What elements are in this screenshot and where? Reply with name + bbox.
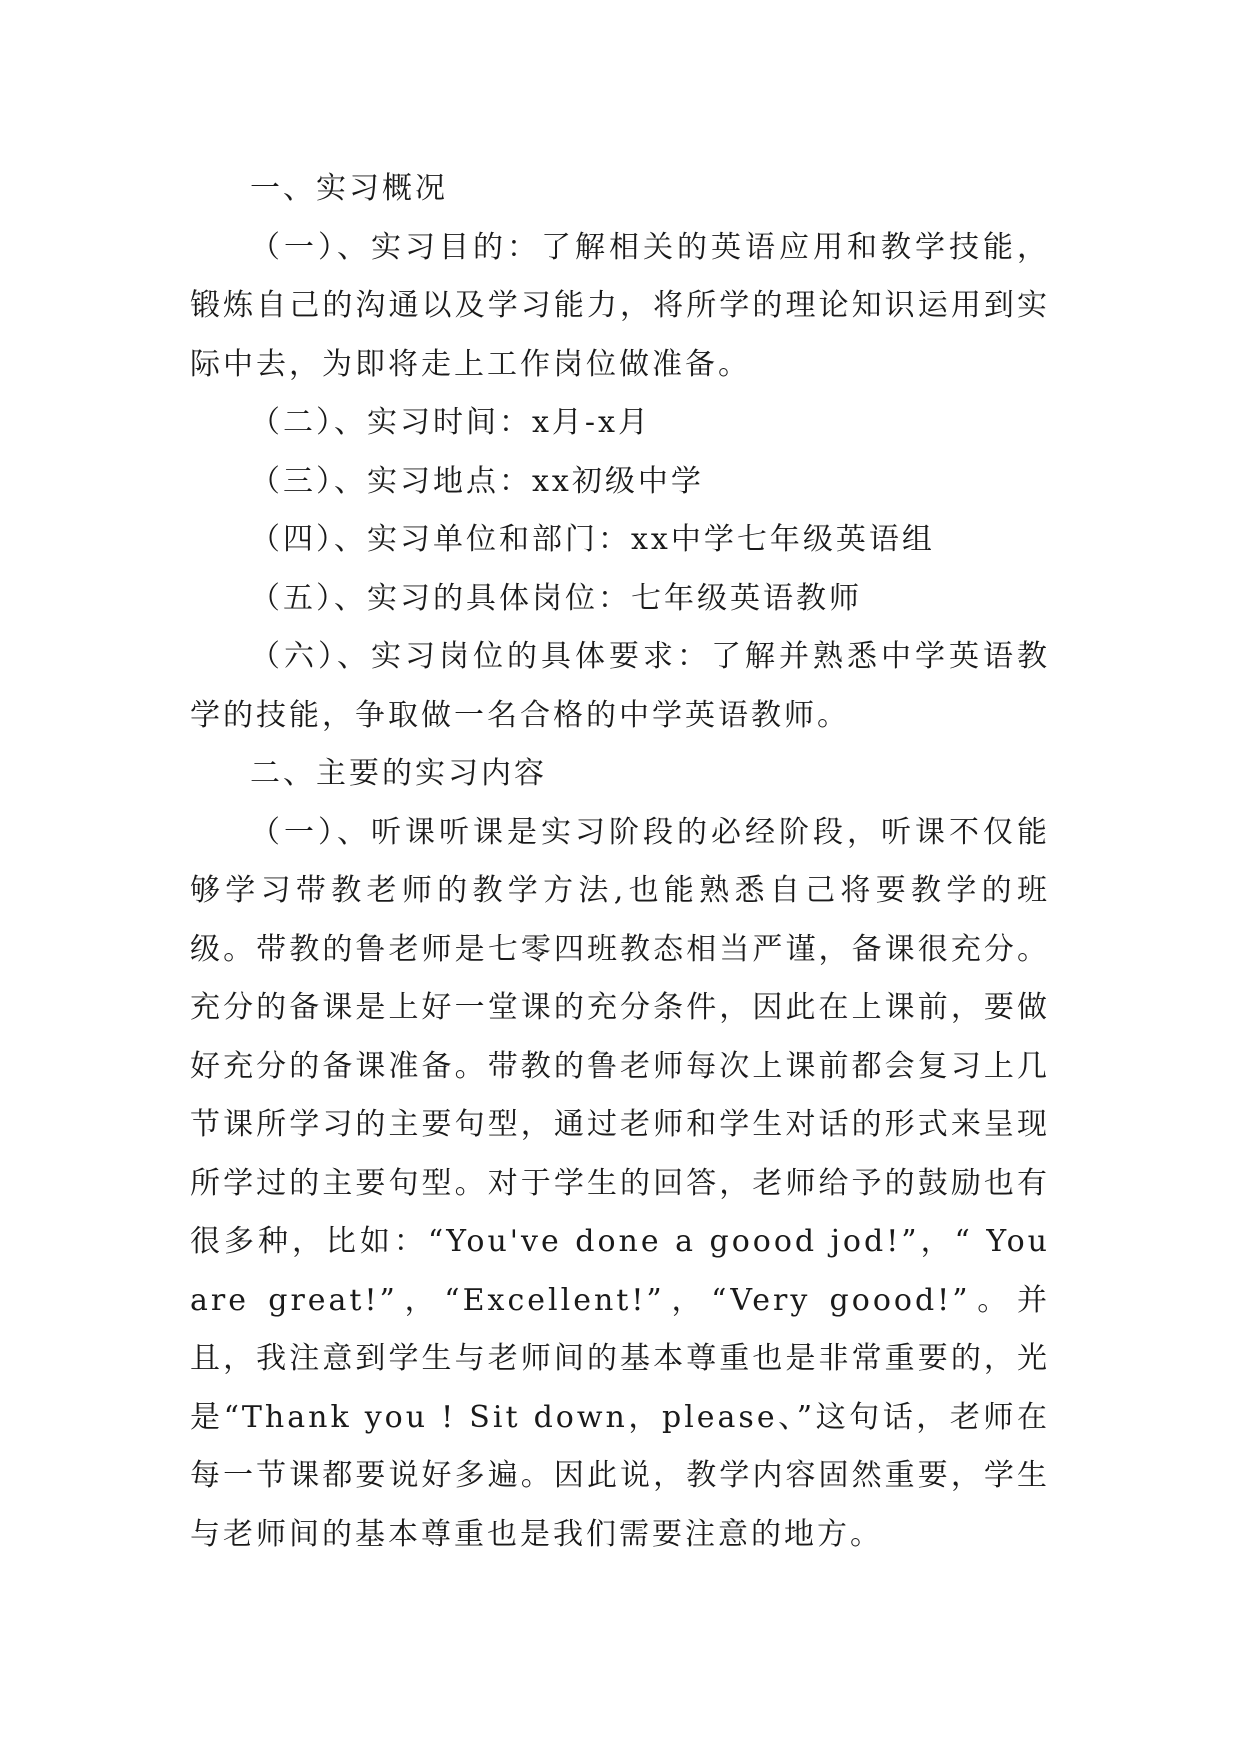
paragraph-position: （五）、实习的具体岗位：七年级英语教师: [250, 580, 862, 616]
paragraph-location: （三）、实习地点：xx初级中学: [250, 463, 704, 499]
paragraph-requirements: （六）、实习岗位的具体要求：了解并熟悉中学英语教学的技能，争取做一名合格的中学英语教师。: [190, 639, 1050, 733]
section-heading-overview: 一、实习概况: [250, 171, 448, 206]
document-body: [190, 160, 1050, 1564]
section-heading-content: 二、主要的实习内容: [250, 756, 547, 791]
paragraph-purpose: （一）、实习目的：了解相关的英语应用和教学技能，锻炼自己的沟通以及学习能力，将所学的理论知识运用到实际中去，为即将走上工作岗位做准备。: [190, 229, 1050, 382]
paragraph-unit: （四）、实习单位和部门：xx中学七年级英语组: [250, 522, 935, 557]
paragraph-observation: （一）、听课听课是实习阶段的必经阶段，听课不仅能够学习带教老师的教学方法,也能熟悉自己将要教学的班级。带教的鲁老师是七零四班教态相当严谨，备课很充分。充分的备课是上好一堂课的充分条件，因此在上课前，要做好充分的备课准备。带教的鲁老师每次上课前都会复习上几节课所学习的主要句型，通过老师和学生对话的形式来呈现所学过的主要句型。对于学生的回答，老师给予的鼓励也有很多种，比如：“You've done a goood jod!”，“ You are great!”，“Excellent!”，“Very goood!”。并且，我注意到学生与老师间的基本尊重也是非常重要的，光是“Thank you ! Sit down，please、”这句话，老师在每一节课都要说好多遍。因此说，教学内容固然重要，学生与老师间的基本尊重也是我们需要注意的地方。: [190, 814, 1050, 1552]
paragraph-time: （二）、实习时间：x月-x月: [250, 405, 651, 440]
